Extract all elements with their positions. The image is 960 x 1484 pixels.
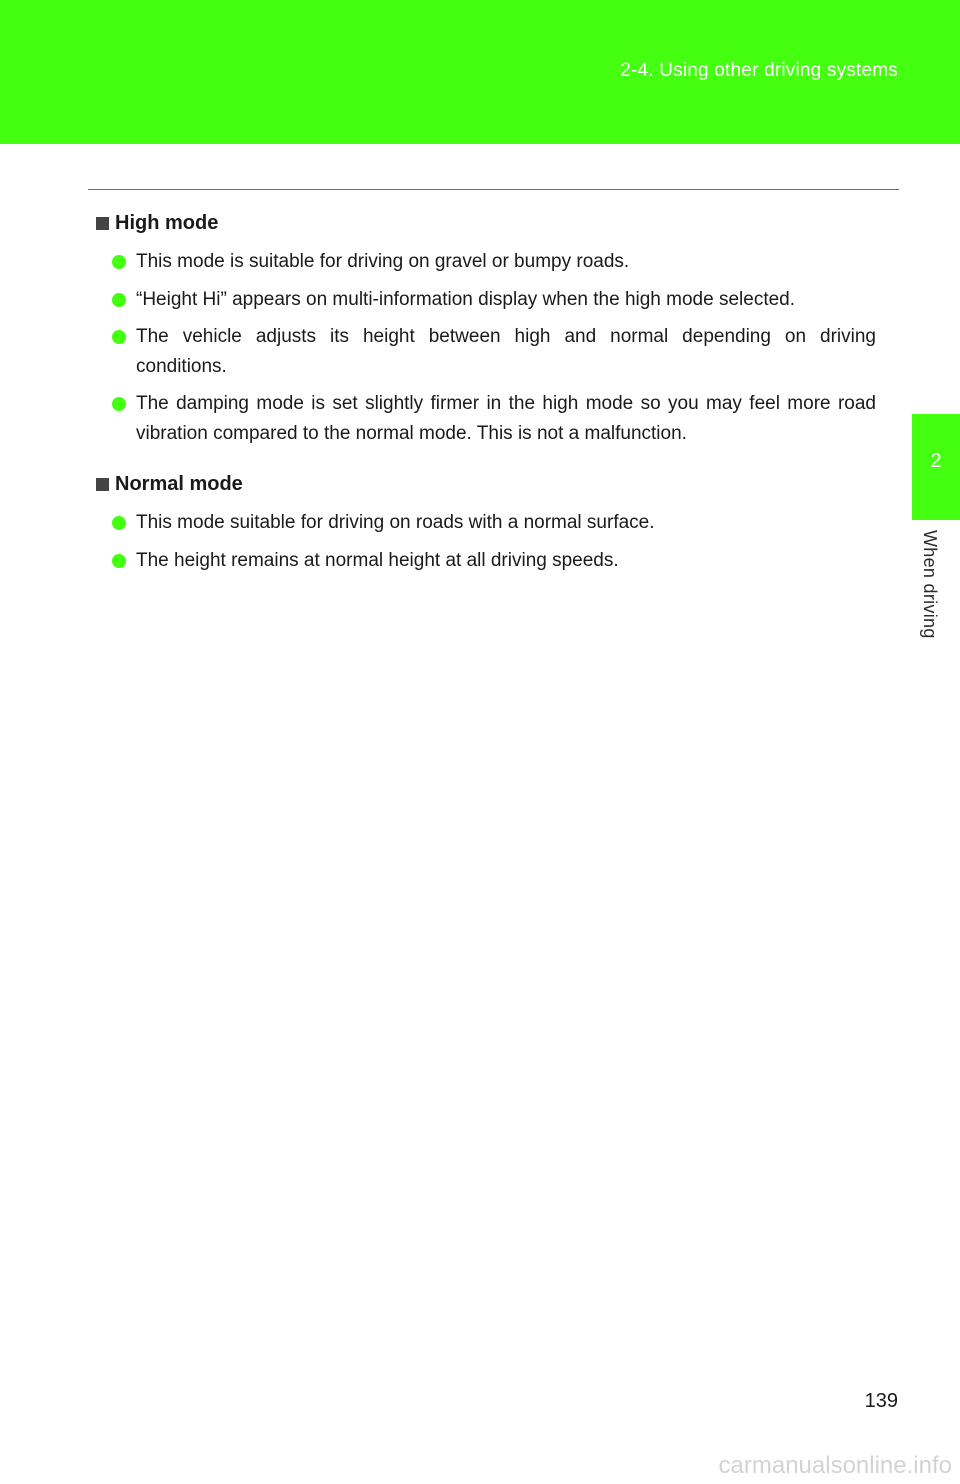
section-heading-high-mode <box>96 207 886 239</box>
section-heading-text: Normal mode <box>115 473 243 495</box>
watermark: carmanualsonline.info <box>718 1452 952 1479</box>
square-bullet-icon <box>96 217 109 230</box>
list-item <box>96 285 876 315</box>
circle-bullet-icon <box>112 330 126 344</box>
circle-bullet-icon <box>112 397 126 411</box>
list-item-text: The vehicle adjusts its height between high and normal depending on driving conditions. <box>136 326 876 377</box>
square-bullet-icon <box>96 478 109 491</box>
chapter-number: 2 <box>930 450 942 472</box>
page-number: 139 <box>864 1390 898 1412</box>
divider <box>88 189 899 190</box>
circle-bullet-icon <box>112 554 126 568</box>
list-item-text: This mode is suitable for driving on gravel or bumpy roads. <box>136 251 630 272</box>
chapter-label <box>913 530 949 664</box>
section-title: 2-4. Using other driving systems <box>620 60 898 81</box>
list-item-text: The damping mode is set slightly firmer in the high mode so you may feel more road vibration compared to the normal mode. This is not a malfunction. <box>136 393 876 444</box>
chapter-tab[interactable] <box>912 414 960 520</box>
circle-bullet-icon <box>112 516 126 530</box>
list-item <box>96 322 876 381</box>
circle-bullet-icon <box>112 293 126 307</box>
header-band <box>0 0 960 144</box>
page-content <box>96 207 886 575</box>
list-item <box>96 546 876 576</box>
list-item <box>96 508 876 538</box>
chapter-label-text: When driving <box>920 530 940 639</box>
list-item <box>96 389 876 448</box>
section-heading-normal-mode <box>96 468 886 500</box>
list-item <box>96 247 876 277</box>
list-item-text: This mode suitable for driving on roads with a normal surface. <box>136 512 655 533</box>
section-heading-text: High mode <box>115 212 219 234</box>
circle-bullet-icon <box>112 255 126 269</box>
list-item-text: “Height Hi” appears on multi-information display when the high mode selected. <box>136 288 796 310</box>
list-item-text: The height remains at normal height at all driving speeds. <box>136 549 619 571</box>
